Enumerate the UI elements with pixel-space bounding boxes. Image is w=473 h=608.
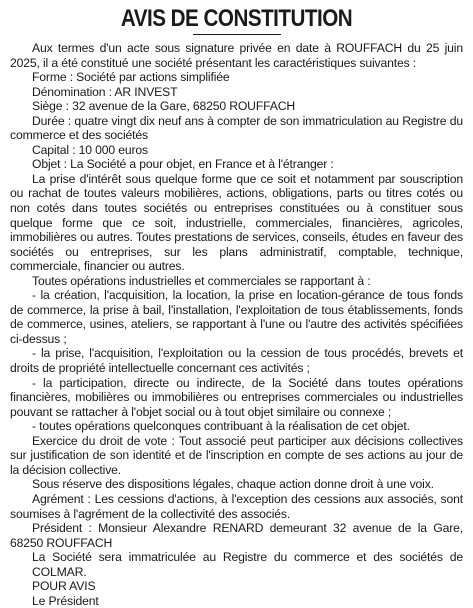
approval-paragraph: Agrément : Les cessions d'actions, à l'exception des cessions aux associés, sont soumises à l'agrément de la collectivité des associés. xyxy=(10,491,463,521)
operations-item-2: - la prise, l'acquisition, l'exploitation ou la cession de tous procédés, brevets et droits de propriété intellectuelle concernant ces activités ; xyxy=(10,346,463,376)
operations-heading: Toutes opérations industrielles et commerciales se rapportant à : xyxy=(32,273,371,288)
purpose-heading: Objet : La Société a pour objet, en France et à l'étranger : xyxy=(32,157,334,172)
capital-line: Capital : 10 000 euros xyxy=(32,142,148,157)
operations-item-4: - toutes opérations quelconques contribuant à la réalisation de cet objet. xyxy=(32,419,410,434)
vote-line: Sous réserve des dispositions légales, chaque action donne droit à une voix. xyxy=(32,477,434,492)
operations-item-1: - la création, l'acquisition, la location, la prise en location-gérance de tous fonds de commerce, la prise à bail, l'installation, l'exploitation de tous établissements, fonds de commerce, usines, ateliers, se rapportant à l'une ou l'autre des activités spécifiées ci-dessus ; xyxy=(10,288,463,346)
voting-paragraph: Exercice du droit de vote : Tout associé peut participer aux décisions collectives sur justification de son identité et de l'inscription en compte de ses actions au jour de la décision collective. xyxy=(10,433,463,477)
purpose-paragraph: La prise d'intérêt sous quelque forme que ce soit et notamment par souscription ou rachat de toutes valeurs mobilières, actions, obligations, parts ou titres cotés ou non cotés dans toutes sociétés ou entreprises constituées ou à constituer sous quelque forme que ce soit, industrielle, commerciales, financières, agricoles, immobilières ou autres. Toutes prestations de services, conseils, études en faveur des sociétés ou entreprises, sur les plans administratif, comptable, technique, commerciale, financier ou autres. xyxy=(10,171,463,274)
signature-line: Le Président xyxy=(32,593,99,608)
duration-paragraph: Durée : quatre vingt dix neuf ans à compter de son immatriculation au Registre du commerce et des sociétés xyxy=(10,113,463,143)
intro-paragraph: Aux termes d'un acte sous signature privée en date à ROUFFACH du 25 juin 2025, il a été constitué une société présentant les caractéristiques suivantes : xyxy=(10,41,463,70)
title-underline xyxy=(193,34,281,35)
seat-line: Siège : 32 avenue de la Gare, 68250 ROUFFACH xyxy=(32,99,296,114)
operations-item-3: - la participation, directe ou indirecte, de la Société dans toutes opérations financières, mobilières ou immobilières ou entreprises commerciales ou industrielles pouvant se rattacher à l'objet social ou à tout objet similaire ou connexe ; xyxy=(10,375,463,419)
notice-title: AVIS DE CONSTITUTION xyxy=(120,5,353,32)
pour-avis-line: POUR AVIS xyxy=(32,579,96,594)
president-paragraph: Président : Monsieur Alexandre RENARD demeurant 32 avenue de la Gare, 68250 ROUFFACH xyxy=(10,521,463,550)
registration-line: La Société sera immatriculée au Registre du commerce et des sociétés de COLMAR. xyxy=(32,550,463,579)
form-line: Forme : Société par actions simplifiée xyxy=(32,70,230,85)
name-line: Dénomination : AR INVEST xyxy=(32,84,178,99)
